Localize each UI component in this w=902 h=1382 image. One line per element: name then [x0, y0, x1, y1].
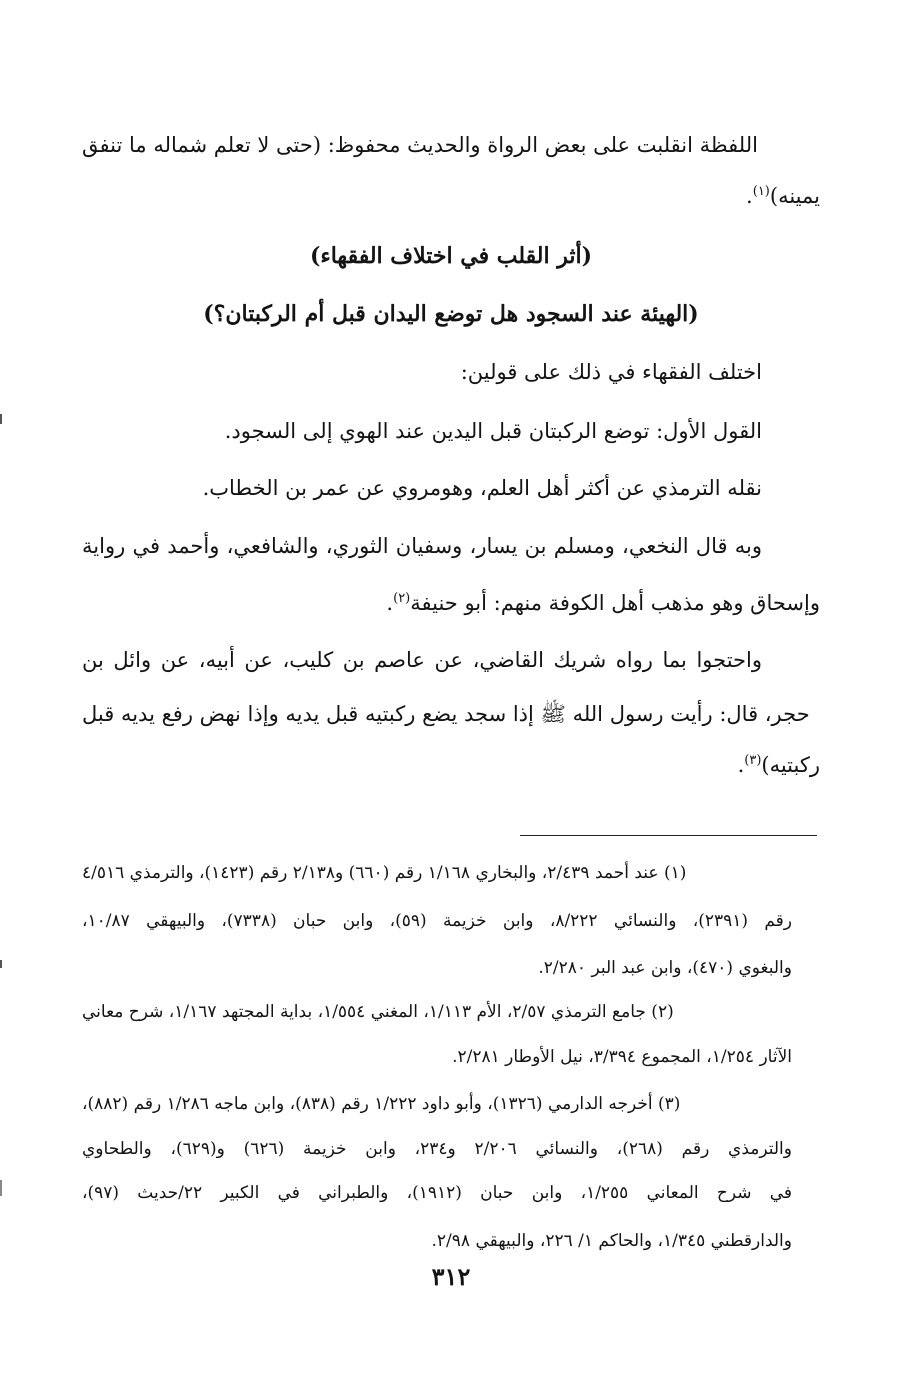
- scan-artifact-mark: [0, 1180, 2, 1196]
- footnote-3-line-1: (٣) أخرجه الدارمي (١٣٢٦)، وأبو داود ١/٢٢٢ رقم (٨٣٨)، وابن ماجه ١/٢٨٦ رقم (٨٨٢)،: [82, 1094, 681, 1114]
- paragraph-scholars-line-1: وبه قال النخعي، ومسلم بن يسار، وسفيان الثوري، والشافعي، وأحمد في رواية: [82, 534, 762, 558]
- footnote-1-line-2: رقم (٢٣٩١)، والنسائي ٨/٢٢٢، وابن خزيمة (٥٩)، وابن حبان (٧٣٣٨)، والبيهقي ١٠/٨٧،: [82, 911, 793, 931]
- scan-artifact-mark: [0, 960, 2, 968]
- footnote-3-line-4: والدارقطني ١/٣٤٥، والحاكم ١/ ٢٢٦، والبيهقي ٢/٩٨.: [431, 1231, 792, 1251]
- paragraph-intro: اختلف الفقهاء في ذلك على قولين:: [460, 360, 762, 384]
- paragraph-evidence-line-3: [738, 750, 820, 780]
- footnote-3-line-3: في شرح المعاني ١/٢٥٥، وابن حبان (١٩١٢)، والطبراني في الكبير ٢٢/حديث (٩٧)،: [82, 1183, 793, 1203]
- subsection-heading: (الهيئة عند السجود هل توضع اليدان قبل أم الركبتان؟): [203, 301, 699, 327]
- paragraph-scholars-line-2: [386, 588, 820, 618]
- footnote-1-line-1: (١) عند أحمد ٢/٤٣٩، والبخاري ١/١٦٨ رقم (٦٦٠) و٢/١٣٨ رقم (١٤٢٣)، والترمذي ٤/٥١٦: [82, 863, 687, 883]
- body-line-2-end: .: [746, 184, 753, 208]
- footnote-2-line-1: (٢) جامع الترمذي ٢/٥٧، الأم ١/١١٣، المغني ١/٥٥٤، بداية المجتهد ١/١٦٧، شرح معاني: [82, 1002, 674, 1022]
- page-number: ٣١٢: [431, 1262, 471, 1291]
- body-line-1: اللفظة انقلبت على بعض الرواة والحديث محفوظ: (حتى لا تعلم شماله ما تنفق: [82, 133, 758, 157]
- body-line-2: [746, 181, 820, 211]
- scan-artifact-mark: [0, 414, 2, 424]
- paragraph-tirmidhi: نقله الترمذي عن أكثر أهل العلم، وهومروي عن عمر بن الخطاب.: [202, 476, 762, 500]
- footnote-2-line-2: الآثار ١/٢٥٤، المجموع ٣/٣٩٤، نيل الأوطار ٢/٢٨١.: [452, 1047, 792, 1067]
- paragraph-scholars-line-2-end: .: [386, 591, 394, 615]
- body-line-2-text: يمينه): [769, 184, 820, 208]
- paragraph-evidence-line-3-text: ركبتيه): [761, 753, 820, 777]
- footnote-ref-3: (٣): [744, 753, 762, 768]
- paragraph-evidence-line-2: حجر، قال: رأيت رسول الله ﷺ إذا سجد يضع ركبتيه قبل يديه وإذا نهض رفع يديه قبل: [82, 702, 810, 726]
- footnote-1-line-3: والبغوي (٤٧٠)، وابن عبد البر ٢/٢٨٠.: [538, 958, 792, 978]
- paragraph-first-opinion: القول الأول: توضع الركبتان قبل اليدين عند الهوي إلى السجود.: [224, 419, 762, 443]
- paragraph-evidence-line-3-end: .: [737, 753, 745, 777]
- paragraph-scholars-line-2-text: وإسحاق وهو مذهب أهل الكوفة منهم: أبو حنيفة: [410, 591, 820, 615]
- footnote-divider: [520, 835, 817, 836]
- footnote-ref-2: (٢): [393, 591, 411, 606]
- section-heading: (أثر القلب في اختلاف الفقهاء): [309, 243, 593, 269]
- footnote-ref-1: (١): [752, 184, 770, 199]
- footnote-3-line-2: والترمذي رقم (٢٦٨)، والنسائي ٢/٢٠٦ و٢٣٤، وابن خزيمة (٦٢٦) و(٦٢٩)، والطحاوي: [82, 1139, 792, 1159]
- paragraph-evidence-line-1: واحتجوا بما رواه شريك القاضي، عن عاصم بن كليب، عن أبيه، عن وائل بن: [82, 648, 762, 672]
